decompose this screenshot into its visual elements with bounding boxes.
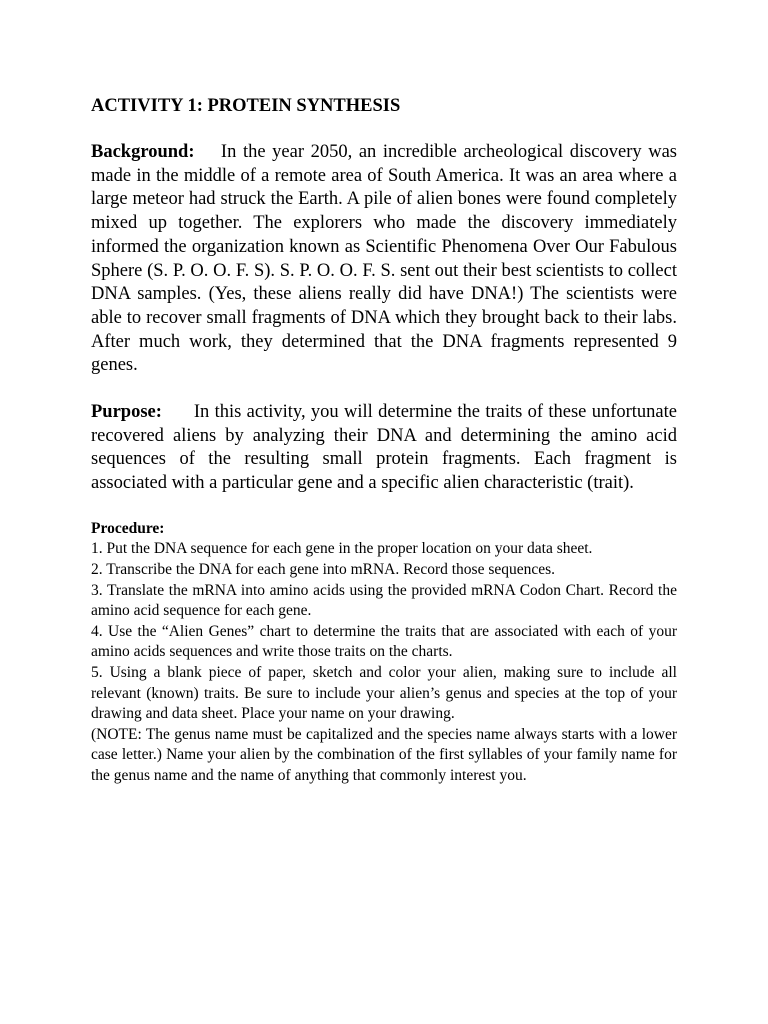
background-paragraph <box>91 141 677 378</box>
procedure-step: 4. Use the “Alien Genes” chart to determine the traits that are associated with each of your amino acids sequences and write those traits on the charts. <box>91 622 677 661</box>
background-text: In the year 2050, an incredible archeological discovery was made in the middle of a remote area of South America. It was an area where a large meteor had struck the Earth. A pile of alien bones were found completely mixed up together. The explorers who made the discovery immediately informed the organization known as Scientific Phenomena Over Our Fabulous Sphere (S. P. O. O. F. S). S. P. O. O. F. S. sent out their best scientists to collect DNA samples. (Yes, these aliens really did have DNA!) The scientists were able to recover small fragments of DNA which they brought back to their labs. After much work, they determined that the DNA fragments represented 9 genes. <box>91 142 677 376</box>
purpose-text: In this activity, you will determine the traits of these unfortunate recovered aliens by analyzing their DNA and determining the amino acid sequences of the resulting small protein fragments. Each fragment is associated with a particular gene and a specific alien characteristic (trait). <box>91 402 677 494</box>
background-label: Background: <box>91 142 195 162</box>
procedure-note: (NOTE: The genus name must be capitalized and the species name always starts with a lower case letter.) Name your alien by the combination of the first syllables of your family name for the genus name and the name of anything that commonly interest you. <box>91 725 677 784</box>
purpose-paragraph <box>91 401 677 496</box>
procedure-step: 3. Translate the mRNA into amino acids using the provided mRNA Codon Chart. Record the amino acid sequence for each gene. <box>91 581 677 620</box>
document-title: ACTIVITY 1: PROTEIN SYNTHESIS <box>91 96 401 116</box>
document-page <box>91 94 677 787</box>
procedure-heading: Procedure: <box>91 519 165 537</box>
procedure-step: 5. Using a blank piece of paper, sketch and color your alien, making sure to include all relevant (known) traits. Be sure to include your alien’s genus and species at the top of your drawing and data sheet. Place your name on your drawing. <box>91 664 677 723</box>
procedure-steps <box>91 539 677 724</box>
procedure-step: 2. Transcribe the DNA for each gene into mRNA. Record those sequences. <box>91 561 556 579</box>
purpose-label: Purpose: <box>91 402 162 423</box>
procedure-step: 1. Put the DNA sequence for each gene in the proper location on your data sheet. <box>91 540 593 558</box>
